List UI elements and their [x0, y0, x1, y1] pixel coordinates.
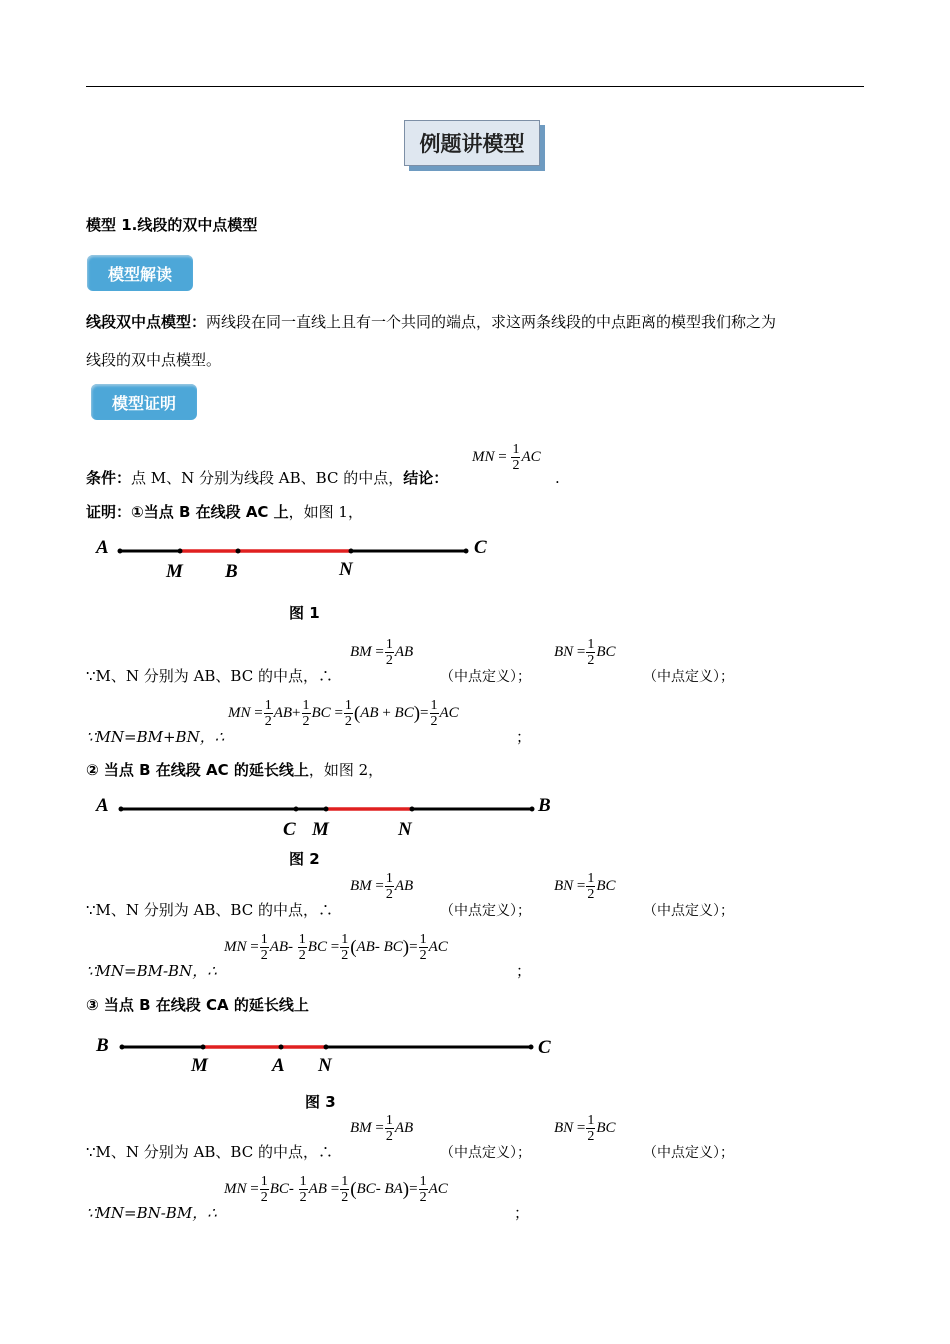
figure-1-caption: 图 1	[289, 604, 320, 622]
badge-model-read: 模型解读	[87, 255, 193, 291]
case3-title: ③ 当点 B 在线段 CA 的延长线上	[86, 996, 309, 1014]
case2-bn-formula: BN = $\frac{1}{2}$ BC	[554, 871, 616, 902]
intro-line-2: 线段的双中点模型。	[86, 351, 222, 369]
fig1-label-b: B	[225, 561, 238, 582]
intro-line-1	[86, 312, 776, 332]
fig2-label-m: M	[312, 819, 329, 840]
figure-3-diagram	[86, 1028, 566, 1084]
fig2-label-c: C	[283, 819, 296, 840]
condition-text: 点 M、N 分别为线段 AB、BC 的中点，	[131, 469, 404, 487]
case3-note-1: （中点定义）；	[440, 1145, 531, 1161]
condition-label: 条件：	[86, 469, 132, 487]
fig1-label-m: M	[166, 561, 183, 582]
fraction-half: $\frac{1}{2}$	[512, 442, 520, 473]
intro-term: 线段双中点模型：	[86, 313, 207, 331]
case2-line	[86, 760, 383, 780]
section-title: 例题讲模型	[404, 120, 540, 166]
case1-bn-formula: BN = $\frac{1}{2}$ BC	[554, 637, 616, 668]
fig3-label-n: N	[318, 1055, 332, 1076]
fig2-label-n: N	[398, 819, 412, 840]
figure-2-diagram	[86, 790, 566, 846]
proof-label: 证明：	[86, 503, 132, 521]
case1-sum: ∵MN=BM+BN，∴	[86, 728, 225, 746]
case2-tail: ，如图 2，	[308, 761, 384, 779]
conclusion-formula: MN = $\frac{1}{2}$ AC	[472, 442, 541, 473]
model-heading: 模型 1.线段的双中点模型	[86, 216, 258, 234]
case1-tail: ，如图 1，	[288, 503, 363, 521]
condition-line	[86, 468, 448, 488]
case2-title: ② 当点 B 在线段 AC 的延长线上	[86, 761, 309, 779]
fig2-label-b: B	[538, 795, 551, 816]
case3-note-2: （中点定义）；	[643, 1145, 734, 1161]
fig2-label-a: A	[96, 795, 109, 816]
case2-end: ；	[516, 962, 532, 980]
case2-bm-formula: BM = $\frac{1}{2}$ AB	[350, 871, 414, 902]
fig3-label-b: B	[96, 1035, 109, 1056]
fig3-label-c: C	[538, 1037, 551, 1058]
intro-text-1: 两线段在同一直线上且有一个共同的端点，求这两条线段的中点距离的模型我们称之为	[206, 313, 777, 331]
case2-note-1: （中点定义）；	[440, 903, 531, 919]
fig1-label-n: N	[339, 559, 353, 580]
case3-sum: ∵MN=BN-BM，∴	[86, 1204, 217, 1222]
case2-sum: ∵MN=BM-BN，∴	[86, 962, 217, 980]
case3-end: ；	[514, 1204, 530, 1222]
case2-note-2: （中点定义）；	[643, 903, 734, 919]
case2-given: ∵M、N 分别为 AB、BC 的中点，∴	[86, 901, 333, 919]
conclusion-label: 结论：	[403, 469, 449, 487]
badge-model-proof: 模型证明	[91, 384, 197, 420]
case1-equation: MN = $\frac{1}{2}$ AB + $\frac{1}{2}$ BC = $\frac{1}{2}$ ( AB + BC ) = $\frac{1}{2}$ AC	[228, 698, 459, 729]
case1-note-2: （中点定义）；	[643, 669, 734, 685]
figure-2-caption: 图 2	[289, 850, 320, 868]
case1-end: ；	[516, 728, 532, 746]
case2-equation: MN = $\frac{1}{2}$ AB - $\frac{1}{2}$ BC = $\frac{1}{2}$ ( AB - BC ) = $\frac{1}{2}$ AC	[224, 932, 448, 963]
case3-equation: MN = $\frac{1}{2}$ BC - $\frac{1}{2}$ AB = $\frac{1}{2}$ ( BC - BA ) = $\frac{1}{2}$ AC	[224, 1174, 448, 1205]
case3-bn-formula: BN = $\frac{1}{2}$ BC	[554, 1113, 616, 1144]
conclusion-end: .	[555, 469, 560, 487]
case3-bm-formula: BM = $\frac{1}{2}$ AB	[350, 1113, 414, 1144]
figure-3-caption: 图 3	[305, 1093, 336, 1111]
case3-given: ∵M、N 分别为 AB、BC 的中点，∴	[86, 1143, 333, 1161]
case1-given: ∵M、N 分别为 AB、BC 的中点，∴	[86, 667, 333, 685]
fig1-label-c: C	[474, 537, 487, 558]
fig3-label-a: A	[272, 1055, 285, 1076]
fig1-label-a: A	[96, 537, 109, 558]
case1-note-1: （中点定义）；	[440, 669, 531, 685]
proof-line	[86, 502, 363, 522]
figure-1-diagram	[86, 530, 506, 590]
top-rule	[86, 86, 864, 87]
case1-bm-formula: BM = $\frac{1}{2}$ AB	[350, 637, 414, 668]
case1-title: ①当点 B 在线段 AC 上	[131, 503, 289, 521]
fig3-label-m: M	[191, 1055, 208, 1076]
